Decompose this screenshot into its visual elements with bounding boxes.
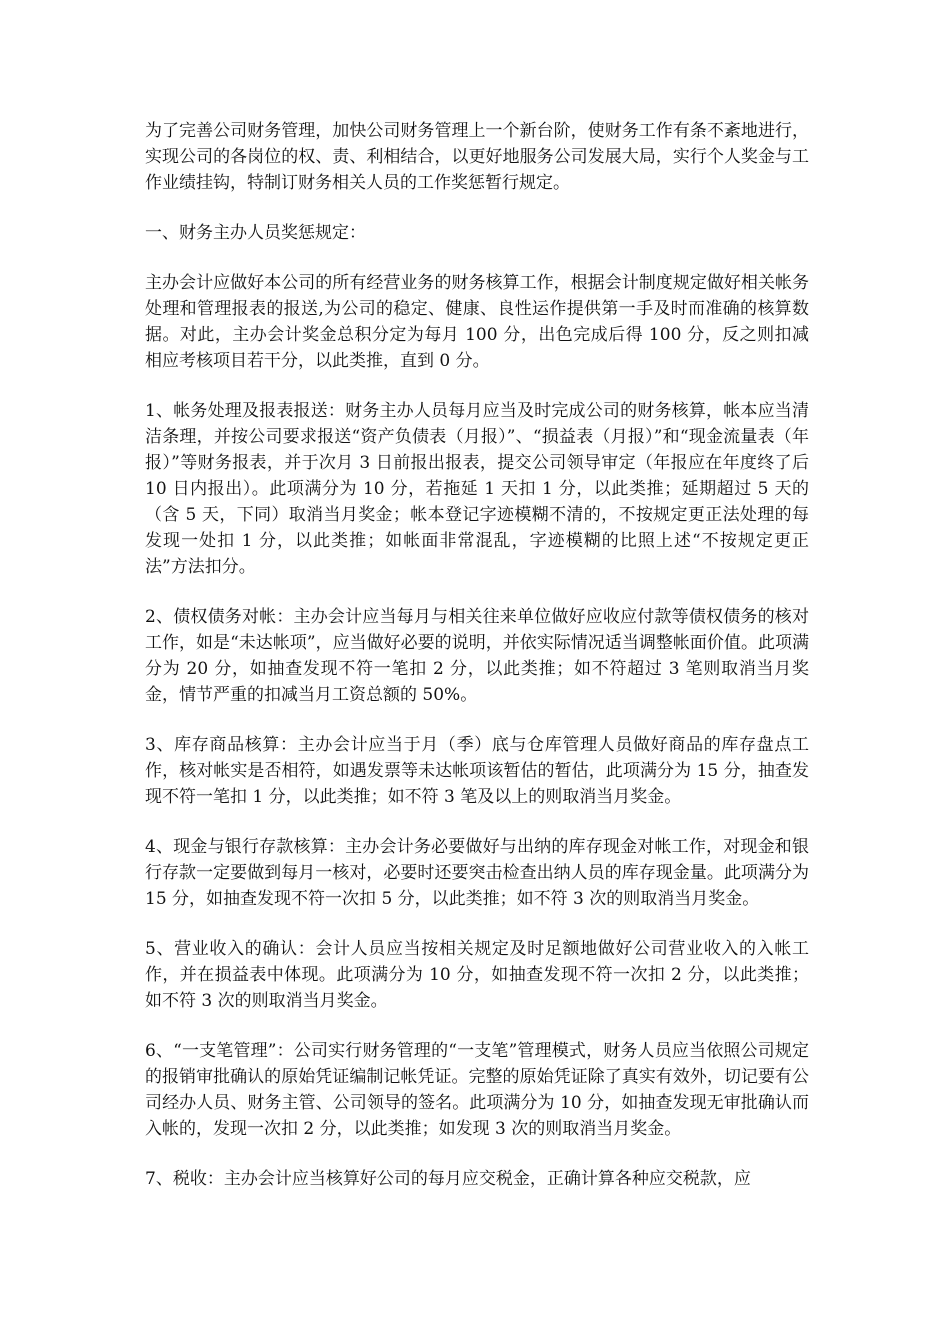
rule-item-7: 7、税收：主办会计应当核算好公司的每月应交税金，正确计算各种应交税款，应 bbox=[145, 1169, 751, 1189]
section-heading: 一、财务主办人员奖惩规定： bbox=[145, 223, 366, 243]
body-paragraph: 主办会计应做好本公司的所有经营业务的财务核算工作，根据会计制度规定做好相关帐务处理和管理报表的报送,为公司的稳定、健康、良性运作提供第一手及时而准确的核算数据。对此，主办会计奖金总积分定为每月 100 分，出色完成后得 100 分，反之则扣减相应考核项目若干分，以此类推，直到 0 分。 bbox=[145, 273, 809, 371]
rule-item-6: 6、“一支笔管理”：公司实行财务管理的“一支笔”管理模式，财务人员应当依照公司规定的报销审批确认的原始凭证编制记帐凭证。完整的原始凭证除了真实有效外，切记要有公司经办人员、财务主管、公司领导的签名。此项满分为 10 分，如抽查发现无审批确认而入帐的，发现一次扣 2 分，以此类推；如发现 3 次的则取消当月奖金。 bbox=[145, 1041, 809, 1139]
rule-item-2: 2、债权债务对帐：主办会计应当每月与相关往来单位做好应收应付款等债权债务的核对工作，如是“未达帐项”，应当做好必要的说明，并依实际情况适当调整帐面价值。此项满分为 20 分，如抽查发现不符一笔扣 2 分，以此类推；如不符超过 3 笔则取消当月奖金，情节严重的扣减当月工资总额的 50%。 bbox=[145, 607, 809, 705]
intro-paragraph: 为了完善公司财务管理，加快公司财务管理上一个新台阶，使财务工作有条不紊地进行，实现公司的各岗位的权、责、利相结合，以更好地服务公司发展大局，实行个人奖金与工作业绩挂钩，特制订财务相关人员的工作奖惩暂行规定。 bbox=[145, 121, 809, 193]
document-body bbox=[145, 118, 809, 1192]
rule-item-3: 3、库存商品核算：主办会计应当于月（季）底与仓库管理人员做好商品的库存盘点工作，核对帐实是否相符，如遇发票等未达帐项该暂估的暂估，此项满分为 15 分，抽查发现不符一笔扣 1 分，以此类推；如不符 3 笔及以上的则取消当月奖金。 bbox=[145, 735, 809, 807]
rule-item-4: 4、现金与银行存款核算：主办会计务必要做好与出纳的库存现金对帐工作，对现金和银行存款一定要做到每月一核对，必要时还要突击检查出纳人员的库存现金量。此项满分为 15 分，如抽查发现不符一次扣 5 分，以此类推；如不符 3 次的则取消当月奖金。 bbox=[145, 837, 809, 909]
rule-item-5: 5、营业收入的确认：会计人员应当按相关规定及时足额地做好公司营业收入的入帐工作，并在损益表中体现。此项满分为 10 分，如抽查发现不符一次扣 2 分，以此类推；如不符 3 次的则取消当月奖金。 bbox=[145, 939, 809, 1011]
rule-item-1: 1、帐务处理及报表报送：财务主办人员每月应当及时完成公司的财务核算，帐本应当清洁条理，并按公司要求报送“资产负债表（月报）”、“损益表（月报）”和“现金流量表（年报）”等财务报表，并于次月 3 日前报出报表，提交公司领导审定（年报应在年度终了后 10 日内报出）。此项满分为 10 分，若拖延 1 天扣 1 分，以此类推；延期超过 5 天的（含 5 天，下同）取消当月奖金；帐本登记字迹模糊不清的，不按规定更正法处理的每发现一处扣 1 分，以此类推；如帐面非常混乱，字迹模糊的比照上述“不按规定更正法”方法扣分。 bbox=[145, 401, 809, 577]
